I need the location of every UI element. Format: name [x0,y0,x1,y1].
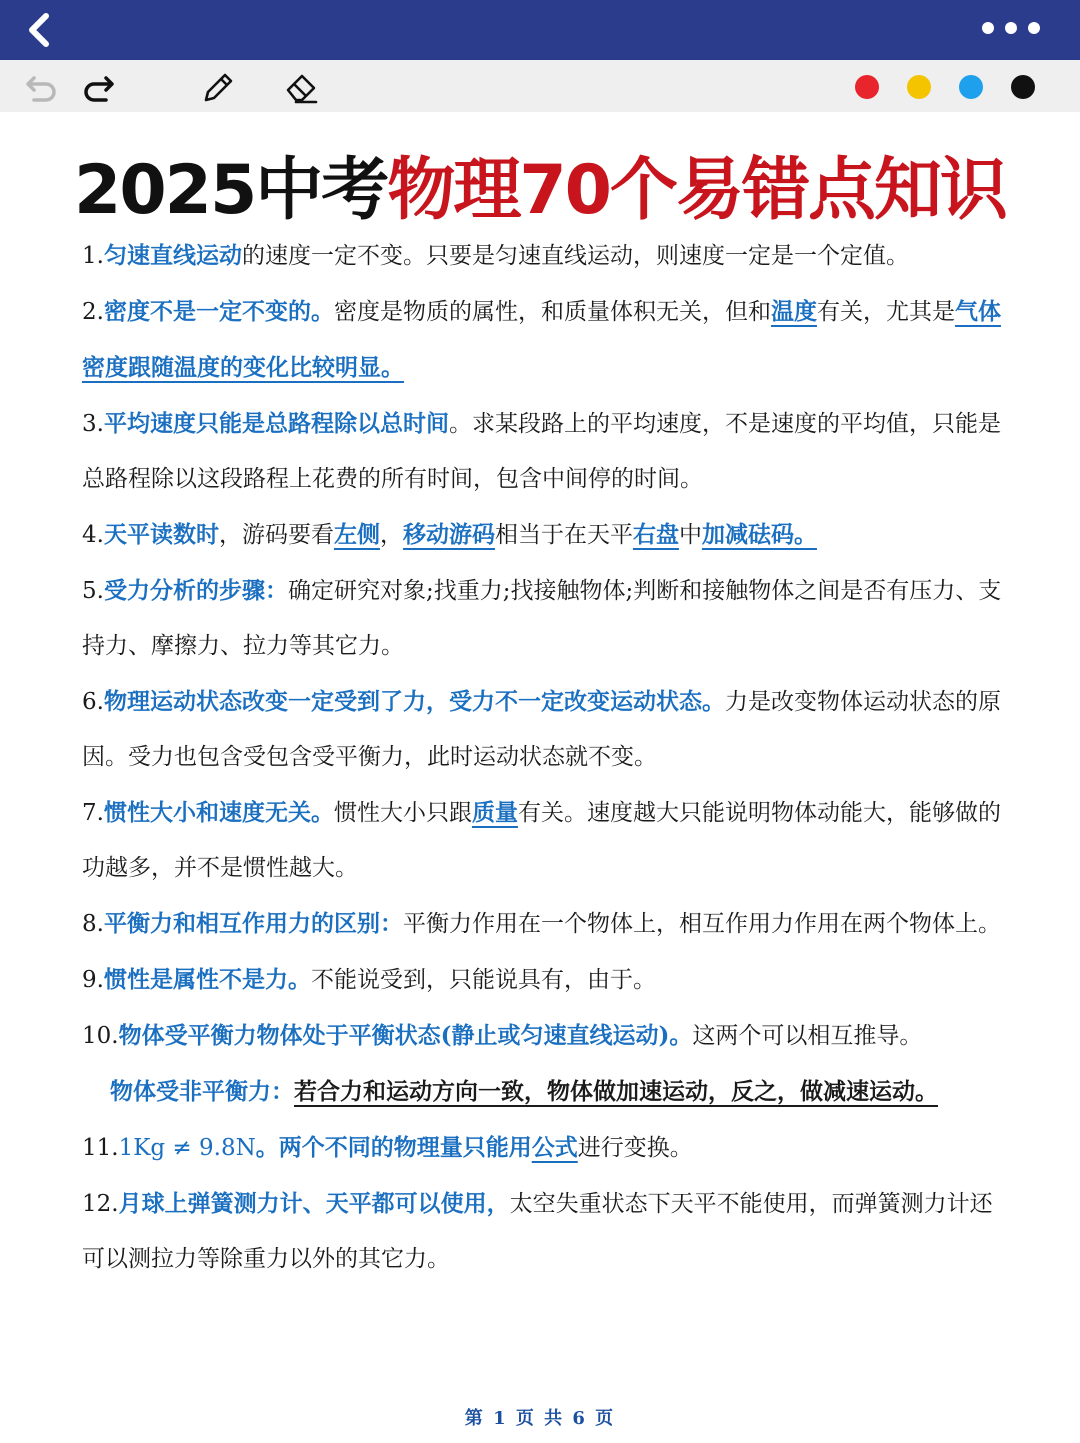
item-emphasis: 公式 [531,1134,578,1161]
item-text: 这两个可以相互推导。 [692,1023,923,1049]
item-keypoint: 物体受非平衡力： [110,1078,294,1105]
item-text: 。求某段路上的平均速度，不是速度的平均值，只能是总路程除以这段路程上花费的所有时间，包含中间停的时间。 [82,411,1001,492]
item-keypoint: 1Kg ≠ 9.8N [118,1135,256,1161]
item-emphasis: 加减砝码。 [701,521,817,548]
item-number: 6. [82,689,104,715]
list-item-8 [82,896,1012,952]
item-emphasis: 气体密度跟随温度的变化比较明显。 [82,298,1001,381]
item-emphasis: 温度 [770,298,817,325]
list-item-6 [82,674,1012,785]
item-keypoint: 物体受平衡力物体处于平衡状态(静止或匀速直线运动)。 [118,1022,693,1049]
item-number: 10. [82,1023,119,1049]
list-item-5 [82,563,1012,674]
item-text: 的速度一定不变。只要是匀速直线运动，则速度一定是一个定值。 [241,243,909,269]
item-emphasis: 移动游码 [402,521,495,548]
list-item-2 [82,284,1012,396]
item-keypoint: 匀速直线运动 [103,242,242,269]
color-swatch-yellow[interactable] [907,75,931,99]
item-text: 相当于在天平 [494,522,633,548]
pencil-icon[interactable] [198,68,236,106]
item-number: 2. [82,299,104,325]
item-keypoint: 惯性是属性不是力。 [103,966,311,993]
list-item-12 [82,1176,1012,1287]
item-emphasis: 质量 [471,799,518,826]
list-item-7 [82,785,1012,896]
item-keypoint: 受力分析的步骤： [103,577,288,604]
item-text: 不能说受到，只能说具有，由于。 [310,967,656,993]
item-keypoint: 平衡力和相互作用力的区别： [103,910,403,937]
item-number: 11. [82,1135,119,1161]
more-dots-icon[interactable] [980,18,1042,38]
eraser-icon[interactable] [282,68,320,106]
list-item-1 [82,228,1012,284]
item-text: 。两个不同的物理量只能用 [255,1134,532,1161]
item-keypoint: 惯性大小和速度无关。 [103,799,334,826]
list-item-10-sub [82,1064,1012,1120]
document-body [82,228,1012,1287]
item-text: 密度是物质的属性，和质量体积无关，但和 [333,299,771,325]
item-number: 5. [82,578,104,604]
item-keypoint: 密度不是一定不变的。 [103,298,334,325]
list-item-10 [82,1008,1012,1064]
list-item-4 [82,507,1012,563]
item-keypoint: 物理运动状态改变一定受到了力，受力不一定改变运动状态。 [103,688,725,715]
item-text: 中 [678,522,702,548]
undo-icon[interactable] [22,68,60,106]
item-keypoint: 天平读数时 [103,521,219,548]
item-text: 有关。速度越大只能说明物体动能大，能够做的功越多，并不是惯性越大。 [82,800,1001,881]
list-item-9 [82,952,1012,1008]
item-keypoint: 月球上弹簧测力计、天平都可以使用， [118,1190,510,1217]
item-text: 力是改变物体运动状态的原因。受力也包含受包含受平衡力，此时运动状态就不变。 [82,689,1001,770]
item-text: 平衡力作用在一个物体上，相互作用力作用在两个物体上。 [402,911,1001,937]
item-number: 7. [82,800,104,826]
title-red-part: 物理70个易错点知识 [387,151,1006,230]
color-swatch-red[interactable] [855,75,879,99]
item-number: 3. [82,411,104,437]
item-text: 太空失重状态下天平不能使用，而弹簧测力计还可以测拉力等除重力以外的其它力。 [82,1191,993,1272]
item-number: 8. [82,911,104,937]
item-text: ，游码要看 [218,522,334,548]
list-item-3 [82,396,1012,507]
color-swatch-black[interactable] [1011,75,1035,99]
item-emphasis: 左侧 [333,521,380,548]
page-title [0,146,1080,236]
item-number: 1. [82,243,104,269]
item-text: ， [379,522,403,548]
item-emphasis: 右盘 [632,521,679,548]
chevron-left-icon[interactable] [20,10,60,50]
list-item-11 [82,1120,1012,1176]
title-black-part: 2025中考 [74,151,388,230]
item-number: 9. [82,967,104,993]
item-text: 有关，尤其是 [816,299,955,325]
item-number: 4. [82,522,104,548]
color-swatch-blue[interactable] [959,75,983,99]
item-number: 12. [82,1191,119,1217]
item-keypoint: 平均速度只能是总路程除以总时间 [103,410,449,437]
redo-icon[interactable] [80,68,118,106]
top-nav-bar [0,0,1080,60]
item-text: 进行变换。 [577,1135,693,1161]
page-number: 第 1 页 共 6 页 [464,1408,616,1429]
item-emphasis: 若合力和运动方向一致，物体做加速运动，反之，做减速运动。 [294,1078,938,1105]
item-text: 确定研究对象;找重力;找接触物体;判断和接触物体之间是否有压力、支持力、摩擦力、拉力等其它力。 [82,578,1002,659]
item-text: 惯性大小只跟 [333,800,472,826]
